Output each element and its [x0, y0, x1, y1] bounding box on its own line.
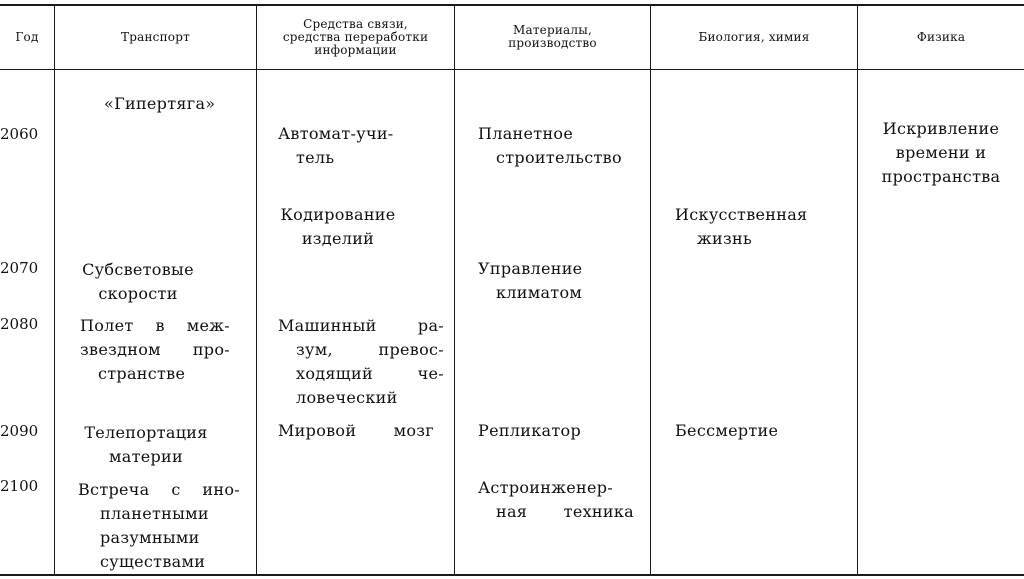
column-divider — [857, 6, 858, 574]
year-label: 2080 — [0, 315, 39, 333]
column-divider — [256, 6, 257, 574]
header-rule — [0, 69, 1024, 70]
cell-meeting: Встреча с ино- планетными разумными существами — [78, 480, 240, 571]
cell-hypertrain: «Гипертяга» — [104, 94, 216, 113]
column-divider — [454, 6, 455, 574]
cell-machine-mind: Машинный ра- зум, превос- ходящий че- ловеческий — [278, 316, 444, 407]
header-biology: Биология, химия — [698, 29, 810, 44]
year-label: 2090 — [0, 422, 39, 440]
cell-artificial-life: Искусственная жизнь — [675, 205, 808, 248]
column-divider — [650, 6, 651, 574]
year-label: 2070 — [0, 259, 39, 277]
cell-immortality: Бессмертие — [675, 421, 779, 440]
cell-subluminal: Субсветовые скорости — [82, 260, 194, 303]
cell-climate: Управление климатом — [478, 259, 583, 302]
year-label: 2060 — [0, 125, 39, 143]
bottom-rule — [0, 574, 1024, 576]
cell-world-brain: Мировой мозг — [278, 421, 434, 440]
year-label: 2100 — [0, 477, 39, 495]
header-materials: Материалы, производство — [508, 23, 597, 50]
header-communications: Средства связи, средства переработки информации — [282, 16, 429, 57]
cell-spacetime: Искривление времени и пространства — [881, 119, 1001, 186]
header-physics: Физика — [916, 29, 966, 44]
cell-replicator: Репликатор — [478, 421, 581, 440]
cell-astroengineering: Астроинженер- ная техника — [478, 478, 634, 521]
header-year: Год — [15, 29, 39, 44]
cell-planetary: Планетное строительство — [478, 124, 622, 167]
cell-encoding: Кодирование изделий — [280, 205, 396, 248]
cell-interstellar: Полет в меж- звездном про- странстве — [80, 316, 230, 383]
cell-teleport: Телепортация материи — [84, 423, 208, 466]
cell-auto-teacher: Автомат-учи- тель — [278, 124, 394, 167]
header-transport: Транспорт — [121, 29, 190, 44]
column-divider — [54, 6, 55, 574]
